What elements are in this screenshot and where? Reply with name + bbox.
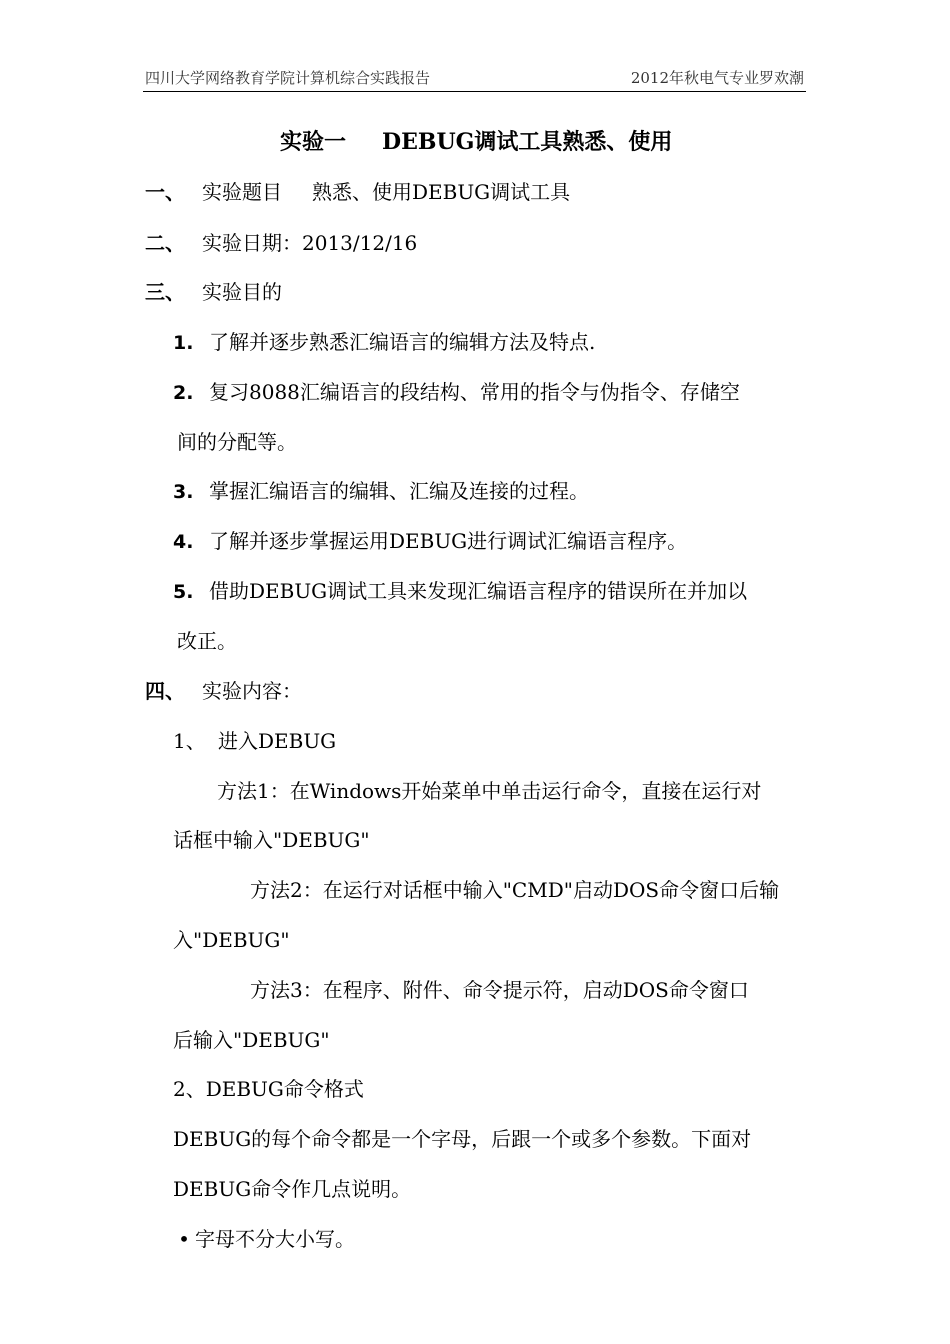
header-rule [143, 91, 806, 92]
objective-item [173, 477, 589, 506]
title-part1: 实验一 [280, 129, 347, 155]
objective-item [173, 378, 740, 407]
objective-item [173, 527, 687, 556]
subsection-2: 2、DEBUG命令格式 [173, 1077, 364, 1101]
item-number: 3. [173, 481, 194, 503]
item-number: 4. [173, 531, 194, 553]
objective-item [173, 577, 747, 606]
subsection-number: 1、 [173, 729, 206, 753]
section-1 [145, 178, 570, 206]
objective-item-continuation: 间的分配等。 [177, 430, 297, 454]
section-label: 实验目的 [202, 280, 282, 304]
section-number: 二、 [145, 231, 185, 255]
item-text: 掌握汇编语言的编辑、汇编及连接的过程。 [209, 479, 589, 503]
item-text: 复习8088汇编语言的段结构、常用的指令与伪指令、存储空 [209, 380, 740, 404]
objective-item [173, 328, 595, 357]
method-1: 方法1：在Windows开始菜单中单击运行命令，直接在运行对 [217, 779, 762, 803]
subsection-label: 进入DEBUG [218, 729, 337, 753]
method-2: 方法2：在运行对话框中输入"CMD"启动DOS命令窗口后输 [250, 878, 780, 902]
bullet-icon: • [178, 1227, 190, 1251]
section-3 [145, 278, 282, 306]
item-text: 了解并逐步熟悉汇编语言的编辑方法及特点. [209, 330, 596, 354]
method-3-continuation: 后输入"DEBUG" [173, 1028, 330, 1052]
method-1-continuation: 话框中输入"DEBUG" [173, 828, 370, 852]
section-2 [145, 229, 417, 257]
section-4 [145, 677, 302, 705]
objective-item-continuation: 改正。 [177, 629, 237, 653]
bullet-item [173, 1225, 355, 1253]
item-text: 借助DEBUG调试工具来发现汇编语言程序的错误所在并加以 [209, 579, 748, 603]
bullet-text: 字母不分大小写。 [195, 1227, 355, 1251]
item-number: 2. [173, 382, 194, 404]
subsection-1 [173, 727, 336, 755]
item-number: 5. [173, 581, 194, 603]
item-text: 了解并逐步掌握运用DEBUG进行调试汇编语言程序。 [209, 529, 688, 553]
title-part2: DEBUG调试工具熟悉、使用 [382, 129, 673, 155]
paragraph: DEBUG的每个命令都是一个字母，后跟一个或多个参数。下面对 [173, 1127, 752, 1151]
header-right: 2012年秋电气专业罗欢潮 [630, 69, 804, 87]
item-number: 1. [173, 332, 194, 354]
method-3: 方法3：在程序、附件、命令提示符，启动DOS命令窗口 [250, 978, 749, 1002]
section-number: 一、 [145, 180, 185, 204]
section-label: 实验内容： [202, 679, 302, 703]
section-number: 四、 [145, 679, 185, 703]
header-left: 四川大学网络教育学院计算机综合实践报告 [145, 69, 431, 87]
method-2-continuation: 入"DEBUG" [173, 928, 290, 952]
section-label: 实验题目 [202, 180, 282, 204]
section-label: 实验日期：2013/12/16 [202, 231, 418, 255]
section-value: 熟悉、使用DEBUG调试工具 [312, 180, 571, 204]
page-title [280, 128, 672, 156]
section-number: 三、 [145, 280, 185, 304]
paragraph-continuation: DEBUG命令作几点说明。 [173, 1177, 412, 1201]
